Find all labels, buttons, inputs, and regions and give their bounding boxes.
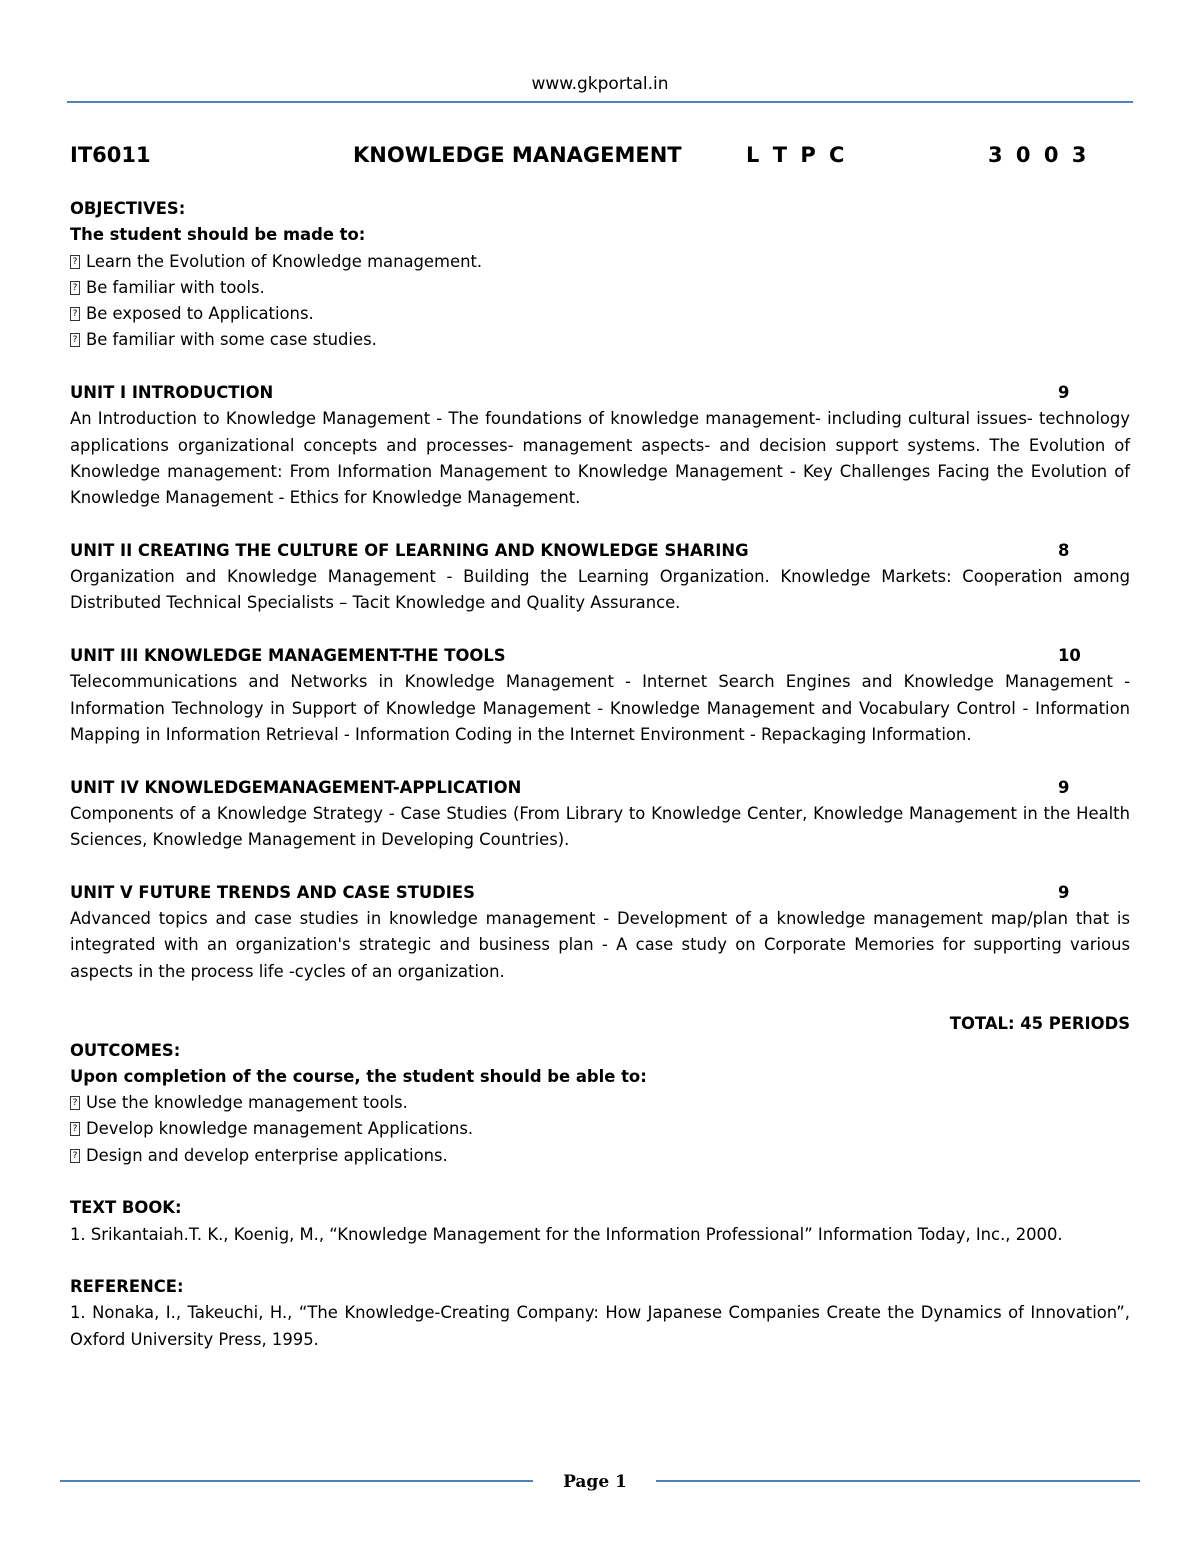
unit-hours: 9 (1058, 777, 1070, 797)
unit-title: UNIT I INTRODUCTION (70, 383, 274, 403)
unit-3-heading (70, 643, 1130, 669)
header-divider (67, 101, 1133, 103)
footer-divider-left (60, 1480, 533, 1482)
course-code: IT6011 (70, 143, 151, 167)
reference-entry: 1. Nonaka, I., Takeuchi, H., “The Knowledge-Creating Company: How Japanese Companies Create the Dynamics of Innovation”, Oxford University Press, 1995. (70, 1303, 1130, 1349)
header-url: www.gkportal.in (531, 74, 669, 94)
bullet-icon (70, 1096, 80, 1110)
unit-2-body: Organization and Knowledge Management - Building the Learning Organization. Knowledge Markets: Cooperation among Distributed Technical Specialists – Tacit Knowledge and Quality Assurance. (70, 567, 1130, 613)
bullet-icon (70, 1122, 80, 1136)
objective-item: ?Be familiar with some case studies. (70, 327, 1130, 353)
ltpc-label: L T P C (746, 143, 848, 167)
course-title-row (70, 140, 1132, 170)
bullet-icon (70, 307, 80, 321)
bullet-icon (70, 1149, 80, 1163)
unit-5-body: Advanced topics and case studies in knowledge management - Development of a knowledge management map/plan that is integrated with an organization's strategic and business plan - A case study on Corporate Memories for supporting various aspects in the process life -cycles of an organization. (70, 909, 1130, 981)
objective-item: ?Be exposed to Applications. (70, 301, 1130, 327)
unit-1-body: An Introduction to Knowledge Management - The foundations of knowledge management- including cultural issues- technology applications organizational concepts and processes- management aspects- and decision support systems. The Evolution of Knowledge management: From Information Management to Knowledge Management - Key Challenges Facing the Evolution of Knowledge Management - Ethics for Knowledge Management. (70, 409, 1130, 508)
unit-5-heading (70, 880, 1130, 906)
unit-title: UNIT III KNOWLEDGE MANAGEMENT-THE TOOLS (70, 646, 506, 666)
outcome-item: ?Design and develop enterprise applications. (70, 1143, 1130, 1169)
bullet-icon (70, 255, 80, 269)
objective-item: ?Be familiar with tools. (70, 275, 1130, 301)
outcomes-intro: Upon completion of the course, the student should be able to: (70, 1066, 647, 1086)
unit-4-heading (70, 775, 1130, 801)
reference-heading: REFERENCE: (70, 1277, 184, 1297)
page-number: Page 1 (563, 1472, 627, 1492)
bullet-icon (70, 333, 80, 347)
unit-title: UNIT II CREATING THE CULTURE OF LEARNING AND KNOWLEDGE SHARING (70, 540, 749, 560)
footer-divider-right (656, 1480, 1140, 1482)
outcome-item: ?Use the knowledge management tools. (70, 1090, 1130, 1116)
course-title: KNOWLEDGE MANAGEMENT (353, 143, 682, 167)
unit-1-heading (70, 380, 1130, 406)
objectives-intro: The student should be made to: (70, 225, 366, 245)
text-book-heading: TEXT BOOK: (70, 1198, 182, 1218)
total-periods: TOTAL: 45 PERIODS (949, 1014, 1130, 1034)
bullet-icon (70, 281, 80, 295)
unit-title: UNIT IV KNOWLEDGEMANAGEMENT-APPLICATION (70, 777, 522, 797)
ltpc-values: 3 0 0 3 (988, 143, 1090, 167)
text-book-entry: 1. Srikantaiah.T. K., Koenig, M., “Knowledge Management for the Information Professional” Information Today, Inc., 2000. (70, 1224, 1063, 1244)
unit-hours: 8 (1058, 540, 1070, 560)
unit-hours: 9 (1058, 882, 1070, 902)
objective-item: ?Learn the Evolution of Knowledge management. (70, 249, 1130, 275)
outcome-item: ?Develop knowledge management Applications. (70, 1116, 1130, 1142)
unit-3-body: Telecommunications and Networks in Knowledge Management - Internet Search Engines and Knowledge Management - Information Technology in Support of Knowledge Management - Knowledge Management and Vocabulary Control - Information Mapping in Information Retrieval - Information Coding in the Internet Environment - Repackaging Information. (70, 672, 1130, 744)
unit-title: UNIT V FUTURE TRENDS AND CASE STUDIES (70, 882, 475, 902)
unit-2-heading (70, 538, 1130, 564)
objectives-heading: OBJECTIVES: (70, 199, 186, 218)
unit-hours: 10 (1058, 646, 1081, 666)
unit-4-body: Components of a Knowledge Strategy - Case Studies (From Library to Knowledge Center, Knowledge Management in the Health Sciences, Knowledge Management in Developing Countries). (70, 803, 1130, 850)
outcomes-heading: OUTCOMES: (70, 1040, 181, 1060)
syllabus-content (70, 196, 1130, 1353)
unit-hours: 9 (1058, 383, 1070, 403)
